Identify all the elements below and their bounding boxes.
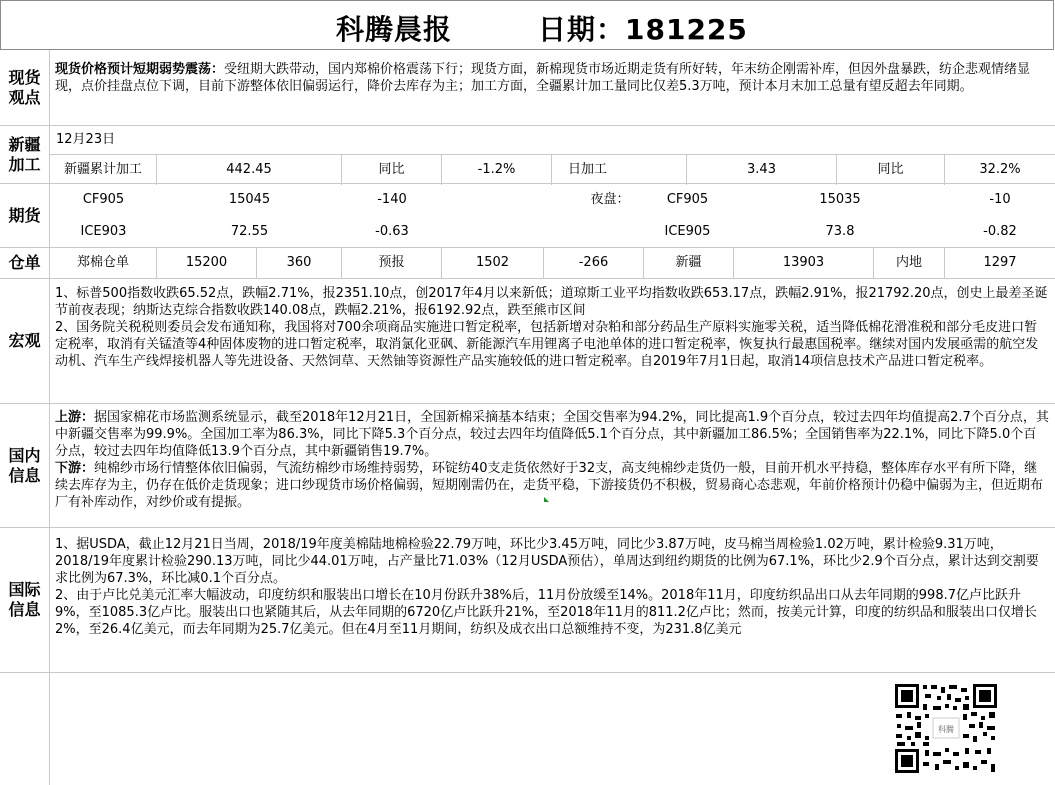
qr-code-image xyxy=(893,682,999,775)
report-title: 科腾晨报 xyxy=(336,13,453,46)
xinjiang-section xyxy=(0,126,1055,184)
xinjiang-yoy-value: -1.2% xyxy=(442,155,552,185)
domestic-text xyxy=(55,409,1049,511)
warehouse-forecast-change: -266 xyxy=(544,248,644,278)
international-section xyxy=(0,528,1055,673)
futures-night-label: 夜盘： xyxy=(590,192,630,207)
report-header xyxy=(0,0,1054,50)
futures-night-cf905: CF905 xyxy=(666,192,709,207)
international-text: 1、据USDA，截止12月21日当周，2018/19年度美棉陆地棉检验22.79万吨，环比少3.45万吨，同比少3.87万吨，皮马棉当周检验1.02万吨，累计检验9.31万吨，2018/19年度累计检验290.13万吨，同比少44.01万吨，占产量比71.03%（12月USDA预估），单周达到纽约期货的比例为67.1%，环比少2.9个百分点，累计达到交割要求比例为67.3%，环比减0.1个百分点。 2、由于卢比兑美元汇率大幅波动，印度纺织和服装出口增长在10月份跃升38%后，11月份放缓至14%。2018年11月，印度纺织品出口从去年同期的998.7亿卢比跃升9%，至1085.3亿卢比。服装出口也紧随其后，从去年同期的6720亿卢比跃升21%，至2018年11月的811.2亿卢比；然而，按美元计算，印度的纺织品和服装出口仅增长2%，至26.4亿美元，而去年同期为25.7亿美元。但在4月至11月期间，纺织及成衣出口总额维持不变，为231.8亿美元 xyxy=(55,537,1039,637)
xinjiang-daily-yoy-value: 32.2% xyxy=(979,162,1021,177)
international-label: 国际信息 xyxy=(0,528,50,672)
futures-cf905: CF905 xyxy=(82,192,125,207)
warehouse-zce-change: 360 xyxy=(257,248,342,278)
xinjiang-table-row xyxy=(50,155,1055,184)
futures-ice903: ICE903 xyxy=(80,224,127,239)
spot-section xyxy=(0,50,1055,126)
qr-center-logo: 科腾 xyxy=(938,725,954,734)
futures-cf905-price: 15045 xyxy=(228,192,271,207)
spot-text xyxy=(55,61,1049,95)
xinjiang-daily-yoy-label: 同比 xyxy=(837,155,945,185)
footer-label-cell xyxy=(0,673,50,785)
futures-ice903-price: 72.55 xyxy=(230,224,269,239)
warehouse-xinjiang-label: 新疆 xyxy=(644,248,734,278)
macro-label: 宏观 xyxy=(0,279,50,403)
macro-text: 1、标普500指数收跌65.52点，跌幅2.71%，报2351.10点，创2017年4月以来新低；道琼斯工业平均指数收跌653.17点，跌幅2.91%，报21792.20点，创史上最差圣诞节前夜表现；纳斯达克综合指数收跌140.08点，跌幅2.21%，报6192.92点，跌至熊市区间 2、国务院关税税则委员会发布通知称，我国将对700余项商品实施进口暂定税率，包括新增对杂粕和部分药品生产原料实施零关税，适当降低棉花滑准税和部分毛皮进口暂定税率，取消有关锰渣等4种固体废物的进口暂定税率，取消氯化亚砜、新能源汽车用锂离子电池单体的进口暂定税率，恢复执行最惠国税率。继续对国内发展亟需的航空发动机、汽车生产线焊接机器人等先进设备、天然饲草、天然铀等资源性产品实施较低的进口暂定税率。自2019年7月1日起，取消14项信息技术产品进口暂定税率。 xyxy=(55,286,1048,369)
warehouse-label: 仓单 xyxy=(0,248,50,278)
xinjiang-cum-label: 新疆累计加工 xyxy=(50,155,157,185)
downstream-heading: 下游： xyxy=(55,461,95,476)
futures-night-change: -10 xyxy=(989,192,1011,207)
xinjiang-cum-value: 442.45 xyxy=(157,155,342,185)
spot-headline: 现货价格预计短期弱势震荡： xyxy=(55,62,225,77)
xinjiang-daily-label: 日加工 xyxy=(552,155,687,185)
warehouse-zce-value: 15200 xyxy=(157,248,257,278)
domestic-section xyxy=(0,404,1055,528)
upstream-body: 据国家棉花市场监测系统显示，截至2018年12月21日，全国新棉采摘基本结束；全国交售率为94.2%，同比提高1.9个百分点，较过去四年均值提高2.7个百分点，其中新疆交售率为99.9%。全国加工率为86.3%，同比下降5.3个百分点，较过去四年均值降低5.1个百分点，其中新疆加工86.5%；全国销售率为22.1%，同比下降5.0个百分点，较过去四年均值降低13.9个百分点，其中新疆销售19.7%。 xyxy=(55,410,1049,459)
warehouse-section xyxy=(0,248,1055,279)
futures-row-1 xyxy=(50,185,1055,215)
futures-label: 期货 xyxy=(0,184,50,247)
warehouse-inland-label: 内地 xyxy=(874,248,945,278)
xinjiang-label: 新疆加工 xyxy=(0,126,50,183)
spot-label: 现货观点 xyxy=(0,50,50,125)
xinjiang-daily-value: 3.43 xyxy=(687,155,837,185)
spot-body: 受纽期大跌带动，国内郑棉价格震荡下行；现货方面，新棉现货市场近期走货有所好转，年末纺企刚需补库，但因外盘暴跌，纺企悲观情绪显现，点价挂盘点位下调，目前下游整体依旧偏弱运行，降价去库存为主；加工方面，全疆累计加工量同比仅差5.3万吨，预计本月末加工总量有望反超去年同期。 xyxy=(55,62,1031,94)
warehouse-inland-value: 1297 xyxy=(983,255,1017,270)
xinjiang-yoy-label: 同比 xyxy=(342,155,442,185)
futures-ice905: ICE905 xyxy=(664,224,711,239)
macro-section xyxy=(0,279,1055,404)
futures-cf905-change: -140 xyxy=(377,192,407,207)
upstream-heading: 上游： xyxy=(55,410,95,425)
futures-row-2 xyxy=(50,217,1055,247)
warehouse-zce-label: 郑棉仓单 xyxy=(50,248,157,278)
downstream-body: 纯棉纱市场行情整体依旧偏弱，气流纺棉纱市场维持弱势，环锭纺40支走货依然好于32支，高支纯棉纱走货仍一般，目前开机水平持稳，整体库存水平有所下降，继续去库存为主，仍存在低价走货现象；进口纱现货市场价格偏弱，短期刚需仍在，走货平稳，下游接货仍不积极，贸易商心态悲观，年前价格预计仍稳中偏弱为主，但近期布厂有补库动作，对纱价或有提振。 xyxy=(55,461,1044,510)
futures-section xyxy=(0,184,1055,248)
futures-ice905-change: -0.82 xyxy=(983,224,1017,239)
domestic-label: 国内信息 xyxy=(0,404,50,527)
xinjiang-date: 12月23日 xyxy=(56,132,116,147)
warehouse-row xyxy=(50,248,1055,278)
warehouse-forecast-label: 预报 xyxy=(342,248,442,278)
futures-ice903-change: -0.63 xyxy=(375,224,409,239)
futures-night-price: 15035 xyxy=(819,192,861,207)
warehouse-xinjiang-value: 13903 xyxy=(734,248,874,278)
warehouse-forecast-value: 1502 xyxy=(442,248,544,278)
report-date: 日期：181225 xyxy=(538,13,748,46)
futures-ice905-price: 73.8 xyxy=(825,224,855,239)
